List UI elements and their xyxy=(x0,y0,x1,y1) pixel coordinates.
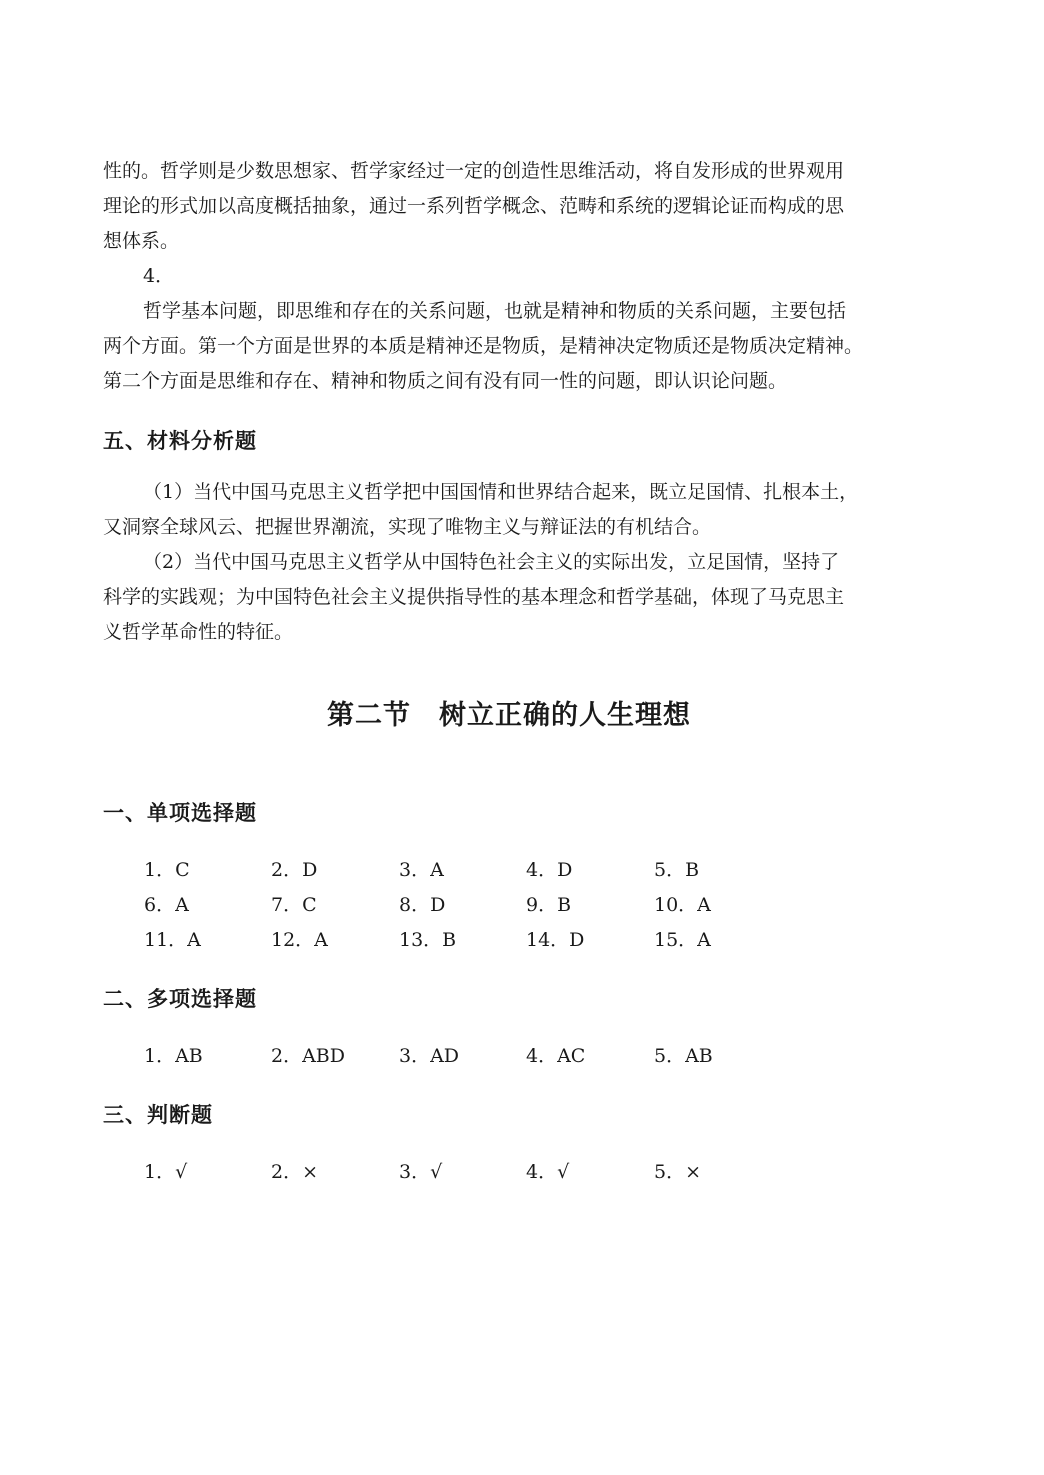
answer-item: 6．A xyxy=(144,894,189,916)
answer-item: 12．A xyxy=(271,929,328,951)
answer-row xyxy=(103,888,915,923)
answer-item: 1．AB xyxy=(144,1045,203,1067)
intro-paragraph xyxy=(103,154,915,259)
text-line: 理论的形式加以高度概括抽象，通过一系列哲学概念、范畴和系统的逻辑论证而构成的思 xyxy=(103,195,845,217)
document-page xyxy=(103,150,915,1190)
answer-item: 14．D xyxy=(526,929,585,951)
answer-item: 10．A xyxy=(654,894,711,916)
answer-item: 8．D xyxy=(399,894,446,916)
material-analysis-heading: 五、材料分析题 xyxy=(103,429,257,453)
material-answer-2 xyxy=(103,545,915,650)
answer-row xyxy=(103,923,915,958)
answer-row xyxy=(103,853,915,888)
answer-item: 9．B xyxy=(526,894,572,916)
answer-item: 3．√ xyxy=(399,1161,443,1183)
text-line: 两个方面。第一个方面是世界的本质是精神还是物质，是精神决定物质还是物质决定精神。 xyxy=(103,335,864,357)
answer-item: 5．AB xyxy=(654,1045,713,1067)
text-line: （2）当代中国马克思主义哲学从中国特色社会主义的实际出发，立足国情，坚持了 xyxy=(143,551,840,573)
text-line: 义哲学革命性的特征。 xyxy=(103,621,294,643)
answer-item: 5．× xyxy=(654,1161,702,1183)
text-line: 又洞察全球风云、把握世界潮流，实现了唯物主义与辩证法的有机结合。 xyxy=(103,516,712,538)
answer-item: 3．A xyxy=(399,859,444,881)
multi-choice-answers xyxy=(103,1039,915,1074)
answer-item: 1．C xyxy=(144,859,190,881)
answer-item: 4．AC xyxy=(526,1045,586,1067)
answer-item: 3．AD xyxy=(399,1045,460,1067)
answer-item: 1．√ xyxy=(144,1161,188,1183)
single-choice-heading: 一、单项选择题 xyxy=(103,801,257,825)
answer-item: 11．A xyxy=(144,929,201,951)
answer-item: 7．C xyxy=(271,894,317,916)
answer-item: 5．B xyxy=(654,859,700,881)
answer-row xyxy=(103,1155,915,1190)
section-title: 第二节 树立正确的人生理想 xyxy=(327,700,691,731)
text-line: （1）当代中国马克思主义哲学把中国国情和世界结合起来，既立足国情、扎根本土， xyxy=(143,481,859,503)
answer-row xyxy=(103,1039,915,1074)
text-line: 想体系。 xyxy=(103,230,180,252)
answer-item: 4．√ xyxy=(526,1161,570,1183)
item-number: 4． xyxy=(143,265,175,287)
item-4 xyxy=(103,259,915,399)
true-false-heading: 三、判断题 xyxy=(103,1103,213,1127)
answer-item: 13．B xyxy=(399,929,457,951)
text-line: 性的。哲学则是少数思想家、哲学家经过一定的创造性思维活动，将自发形成的世界观用 xyxy=(103,160,845,182)
true-false-answers xyxy=(103,1155,915,1190)
text-line: 第二个方面是思维和存在、精神和物质之间有没有同一性的问题，即认识论问题。 xyxy=(103,370,788,392)
answer-item: 2．D xyxy=(271,859,318,881)
answer-item: 15．A xyxy=(654,929,711,951)
answer-item: 2．ABD xyxy=(271,1045,346,1067)
material-answer-1 xyxy=(103,475,915,545)
answer-item: 2．× xyxy=(271,1161,319,1183)
text-line: 哲学基本问题，即思维和存在的关系问题，也就是精神和物质的关系问题，主要包括 xyxy=(143,300,847,322)
answer-item: 4．D xyxy=(526,859,573,881)
single-choice-answers xyxy=(103,853,915,958)
multi-choice-heading: 二、多项选择题 xyxy=(103,987,257,1011)
text-line: 科学的实践观；为中国特色社会主义提供指导性的基本理念和哲学基础，体现了马克思主 xyxy=(103,586,845,608)
